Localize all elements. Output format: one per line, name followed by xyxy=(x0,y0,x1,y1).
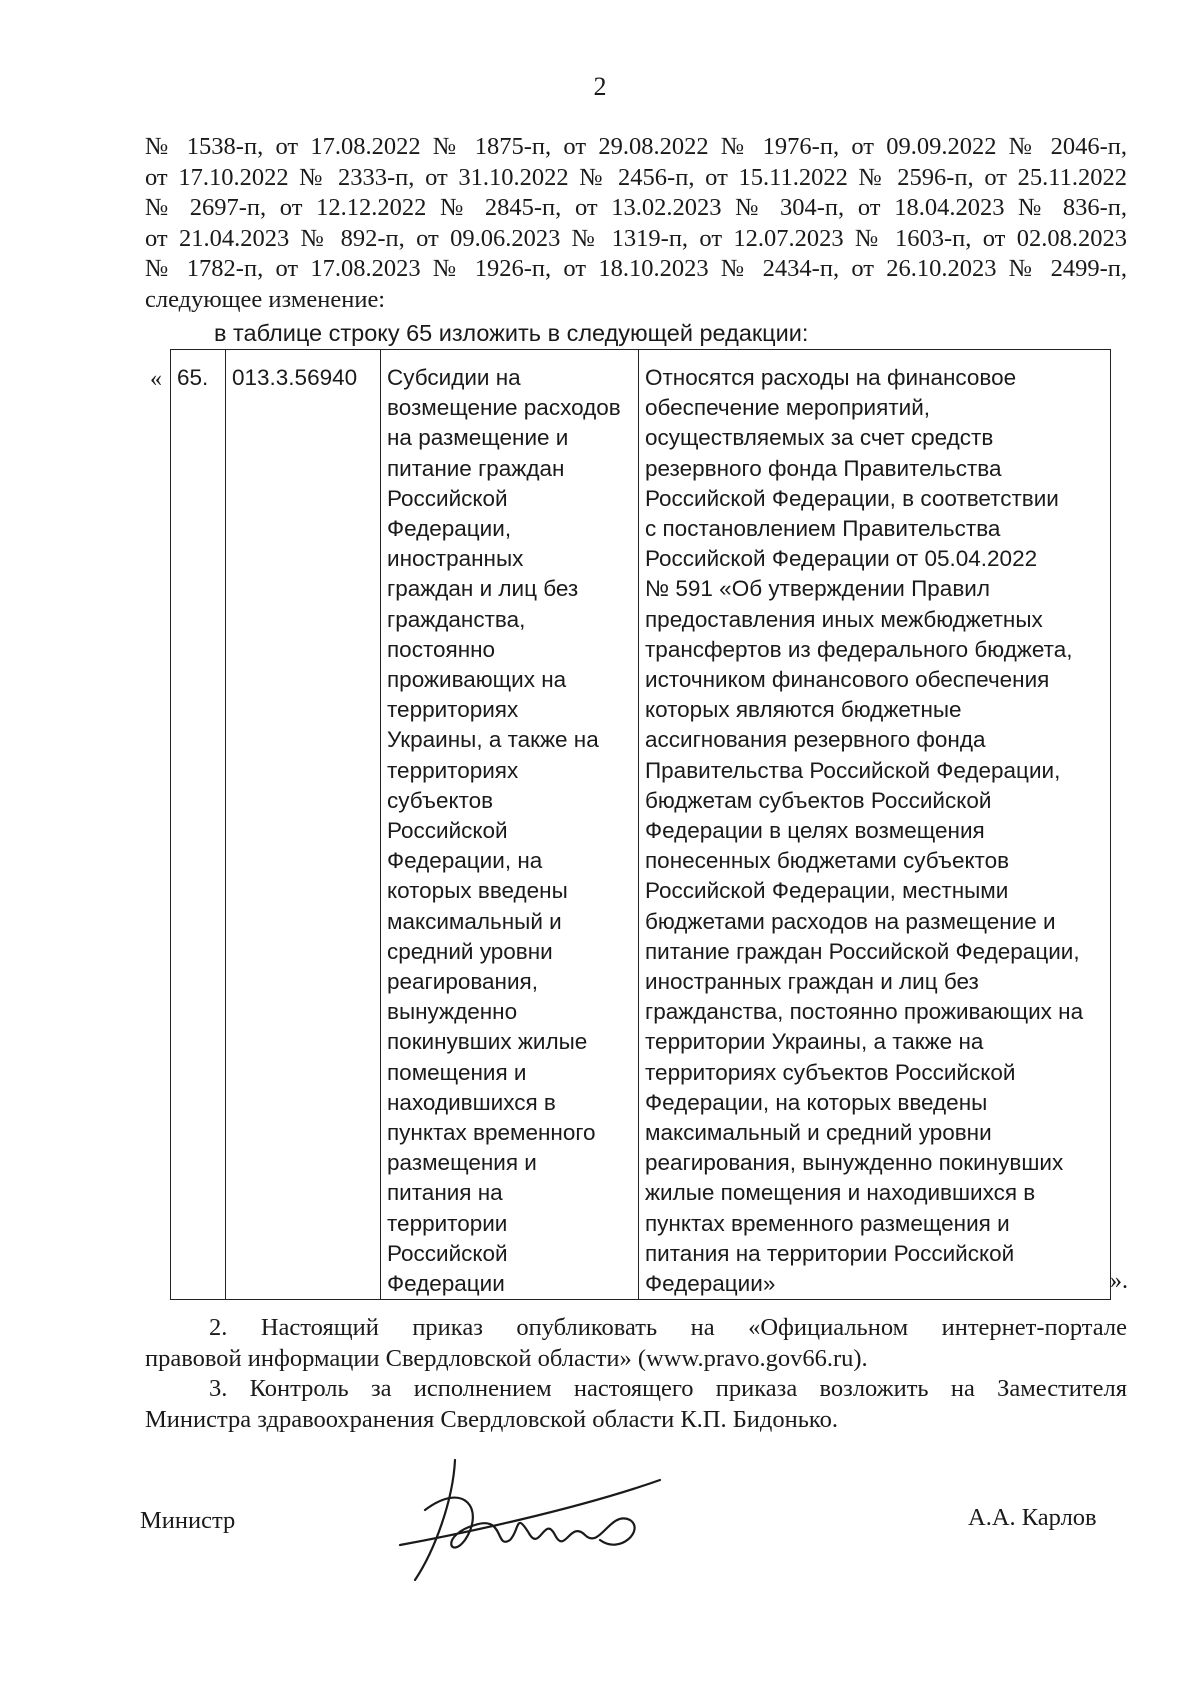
row-description-line: резервного фонда Правительства xyxy=(645,455,1002,481)
opening-quote: « xyxy=(150,366,162,392)
intro-line: от 21.04.2023 № 892-п, от 09.06.2023 № 1319-п, от 12.07.2023 № 1603-п, от 02.08.2023 xyxy=(145,224,1127,252)
row-name-line: помещения и xyxy=(387,1059,527,1085)
row-name-line: постоянно xyxy=(387,636,496,662)
row-name-line: вынужденно xyxy=(387,999,518,1025)
row-description-line: понесенных бюджетами субъектов xyxy=(645,848,1010,874)
row-name-line: субъектов xyxy=(387,787,494,813)
row-name-line: Федерации, на xyxy=(387,848,543,874)
row-description-line: Федерации» xyxy=(645,1271,776,1297)
row-name-line: гражданства, xyxy=(387,606,526,632)
row-description-line: жилые помещения и находившихся в xyxy=(645,1180,1036,1206)
row-name-line: находившихся в xyxy=(387,1089,556,1115)
intro-paragraph xyxy=(145,132,1127,316)
row-description-line: источником финансового обеспечения xyxy=(645,667,1050,693)
row-description-line: Российской Федерации от 05.04.2022 xyxy=(645,546,1038,572)
row-name-line: иностранных xyxy=(387,546,524,572)
page-number: 2 xyxy=(593,72,607,101)
intro-line: № 2697-п, от 12.12.2022 № 2845-п, от 13.02.2023 № 304-п, от 18.04.2023 № 836-п, xyxy=(145,194,1127,222)
row-name-line: средний уровни xyxy=(387,938,553,964)
table-lead-text: в таблице строку 65 изложить в следующей редакции: xyxy=(214,320,809,346)
row-description-line: территориях субъектов Российской xyxy=(645,1059,1016,1085)
budget-classification-table xyxy=(170,349,1111,1300)
row-name-line: Украины, а также на xyxy=(387,727,599,753)
table-row xyxy=(171,350,1111,1300)
intro-line: следующее изменение: xyxy=(145,285,386,313)
row-code: 013.3.56940 xyxy=(232,365,358,390)
row-description-line: Правительства Российской Федерации, xyxy=(645,757,1061,783)
row-name-line: возмещение расходов xyxy=(387,395,621,421)
item-2-paragraph xyxy=(145,1313,1127,1374)
row-name-cell xyxy=(381,350,639,1300)
item-2-line: 2. Настоящий приказ опубликовать на «Официальном интернет-портале xyxy=(209,1314,1127,1341)
row-description-line: бюджетами расходов на размещение и xyxy=(645,908,1056,934)
row-description-line: реагирования, вынужденно покинувших xyxy=(645,1150,1064,1176)
row-number-cell xyxy=(171,350,226,1300)
row-name-line: реагирования, xyxy=(387,969,538,995)
row-description-line: Федерации, на которых введены xyxy=(645,1089,988,1115)
row-name-line: на размещение и xyxy=(387,425,569,451)
intro-line: № 1782-п, от 17.08.2023 № 1926-п, от 18.10.2023 № 2434-п, от 26.10.2023 № 2499-п, xyxy=(145,255,1127,283)
handwritten-signature xyxy=(395,1440,665,1590)
row-name-line: территориях xyxy=(387,757,519,783)
row-name-line: пунктах временного xyxy=(387,1120,596,1146)
row-name-line: питание граждан xyxy=(387,455,565,481)
row-description-line: питания на территории Российской xyxy=(645,1240,1015,1266)
row-name-line: граждан и лиц без xyxy=(387,576,579,602)
row-name-line: Российской xyxy=(387,1240,508,1266)
row-description-line: иностранных граждан и лиц без xyxy=(645,969,979,995)
item-3-line: 3. Контроль за исполнением настоящего приказа возложить на Заместителя xyxy=(209,1375,1127,1402)
row-description-line: питание граждан Российской Федерации, xyxy=(645,938,1080,964)
row-name-line: питания на xyxy=(387,1180,503,1206)
row-description-line: с постановлением Правительства xyxy=(645,516,1001,542)
row-description-line: ассигнования резервного фонда xyxy=(645,727,986,753)
closing-quote: ». xyxy=(1110,1268,1128,1294)
row-description-line: которых являются бюджетные xyxy=(645,697,962,723)
row-code-cell xyxy=(226,350,381,1300)
row-name-line: которых введены xyxy=(387,878,568,904)
row-description-line: осуществляемых за счет средств xyxy=(645,425,994,451)
row-name-line: Российской xyxy=(387,818,508,844)
row-name-line: размещения и xyxy=(387,1150,537,1176)
item-3-paragraph xyxy=(145,1374,1127,1435)
row-description-line: Относятся расходы на финансовое xyxy=(645,365,1017,390)
intro-line: № 1538-п, от 17.08.2022 № 1875-п, от 29.08.2022 № 1976-п, от 09.09.2022 № 2046-п, xyxy=(145,133,1127,160)
row-description-line: Федерации в целях возмещения xyxy=(645,818,985,844)
row-description-cell xyxy=(639,350,1111,1300)
row-name-line: Федерации xyxy=(387,1271,505,1297)
row-number: 65. xyxy=(177,365,209,390)
row-name-line: Российской xyxy=(387,485,508,511)
row-name-line: территориях xyxy=(387,697,519,723)
intro-line: от 17.10.2022 № 2333-п, от 31.10.2022 № 2456-п, от 15.11.2022 № 2596-п, от 25.11.2022 xyxy=(145,163,1127,191)
row-name-line: проживающих на xyxy=(387,667,567,693)
row-description-line: гражданства, постоянно проживающих на xyxy=(645,999,1084,1025)
row-description-line: Российской Федерации, местными xyxy=(645,878,1009,904)
signatory-name: А.А. Карлов xyxy=(968,1504,1097,1531)
row-description-line: максимальный и средний уровни xyxy=(645,1120,992,1146)
row-description-line: трансфертов из федерального бюджета, xyxy=(645,636,1073,662)
row-description-line: № 591 «Об утверждении Правил xyxy=(645,576,990,602)
item-2-line: правовой информации Свердловской области» (www.pravo.gov66.ru). xyxy=(145,1344,868,1372)
signatory-title: Министр xyxy=(140,1507,236,1534)
row-description-line: обеспечение мероприятий, xyxy=(645,395,931,421)
row-description-line: территории Украины, а также на xyxy=(645,1029,984,1055)
row-description-line: бюджетам субъектов Российской xyxy=(645,787,992,813)
row-name-line: Субсидии на xyxy=(387,365,521,390)
row-name-line: покинувших жилые xyxy=(387,1029,588,1055)
row-description-line: предоставления иных межбюджетных xyxy=(645,606,1043,632)
row-name-line: Федерации, xyxy=(387,516,512,542)
row-description-line: Российской Федерации, в соответствии xyxy=(645,485,1059,511)
row-name-line: территории xyxy=(387,1210,508,1236)
row-name-line: максимальный и xyxy=(387,908,562,934)
row-description-line: пунктах временного размещения и xyxy=(645,1210,1010,1236)
item-3-line: Министра здравоохранения Свердловской области К.П. Бидонько. xyxy=(145,1405,838,1433)
